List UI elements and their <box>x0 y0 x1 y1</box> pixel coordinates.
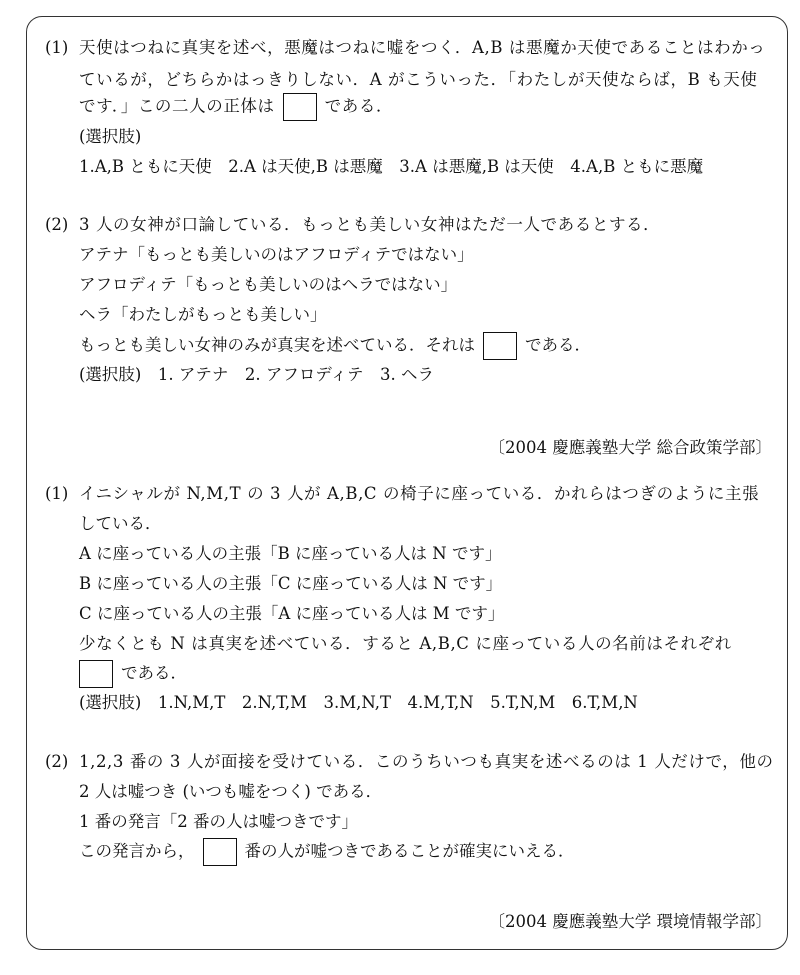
question-text-line: 3 人の女神が口論している．もっとも美しい女神はただ一人であるとする． <box>79 215 661 234</box>
choices-list: 1.A,B ともに天使 2.A は天使,B は悪魔 3.A は悪魔,B は天使 4.A,B ともに悪魔 <box>79 157 704 176</box>
question-text-line: B に座っている人の主張「C に座っている人は N です」 <box>79 574 503 593</box>
question-text-line-with-blank <box>79 93 393 121</box>
question-text-line: イニシャルが N,M,T の 3 人が A,B,C の椅子に座っている．かれらはつぎのように主張 <box>79 484 760 503</box>
source-citation: 〔2004 慶應義塾大学 環境情報学部〕 <box>488 912 772 931</box>
question-text-line: 1 番の発言「2 番の人は嘘つきです」 <box>79 812 358 831</box>
question-text: である． <box>324 96 394 116</box>
question-text: 番の人が嘘つきであることが確実にいえる． <box>244 841 575 861</box>
question-number: (2) <box>45 215 69 234</box>
answer-blank-box[interactable] <box>483 332 517 360</box>
question-text-line: 1,2,3 番の 3 人が面接を受けている．このうちいつも真実を述べるのは 1 人だけで，他の <box>79 752 774 771</box>
question-text-line: ているが，どちらかはっきりしない．A がこういった．「わたしが天使ならば，B も天使 <box>79 70 758 89</box>
answer-blank-box[interactable] <box>79 660 113 688</box>
question-text-line: A に座っている人の主張「B に座っている人は N です」 <box>79 544 502 563</box>
question-text: もっとも美しい女神のみが真実を述べている．それは <box>79 335 475 355</box>
question-text-line-with-blank <box>79 838 575 866</box>
question-text-line: 少なくとも N は真実を述べている．すると A,B,C に座っている人の名前はそれぞれ <box>79 634 732 653</box>
source-citation: 〔2004 慶應義塾大学 総合政策学部〕 <box>488 438 772 457</box>
question-text-line-with-blank <box>79 332 591 360</box>
question-text-line: アフロディテ「もっとも美しいのはヘラではない」 <box>79 275 458 294</box>
question-text-line-with-blank <box>79 660 187 688</box>
answer-blank-box[interactable] <box>283 93 317 121</box>
question-text: です．」この二人の正体は <box>79 96 275 116</box>
choices-list: (選択肢) 1.N,M,T 2.N,T,M 3.M,N,T 4.M,T,N 5.T,N,M 6.T,M,N <box>79 693 638 712</box>
question-text: である． <box>525 335 591 355</box>
question-text-line: アテナ「もっとも美しいのはアフロディテではない」 <box>79 245 474 264</box>
question-number: (2) <box>45 752 69 771</box>
choices-list: (選択肢) 1. アテナ 2. アフロディテ 3. ヘラ <box>79 365 435 384</box>
question-text-line: C に座っている人の主張「A に座っている人は M です」 <box>79 604 505 623</box>
question-number: (1) <box>45 484 69 503</box>
question-text: である． <box>121 663 187 683</box>
question-text-line: 天使はつねに真実を述べ，悪魔はつねに嘘をつく．A,B は悪魔か天使であることはわかっ <box>79 38 766 57</box>
choices-label: (選択肢) <box>79 127 142 146</box>
question-number: (1) <box>45 38 69 57</box>
question-text-line: 2 人は嘘つき (いつも嘘をつく) である． <box>79 782 383 801</box>
answer-blank-box[interactable] <box>203 838 237 866</box>
question-text-line: している． <box>79 514 162 533</box>
question-text-line: ヘラ「わたしがもっとも美しい」 <box>79 305 327 324</box>
question-text: この発言から， <box>79 841 195 861</box>
